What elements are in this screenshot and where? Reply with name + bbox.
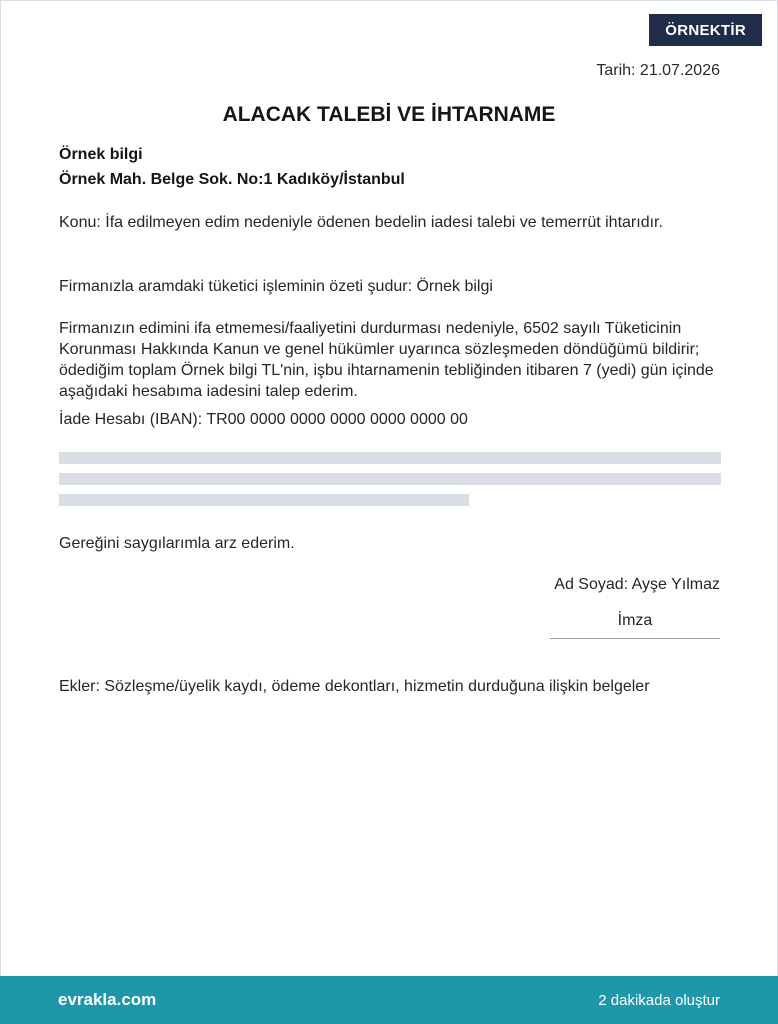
summary-paragraph: Firmanızla aramdaki tüketici işleminin özeti şudur: Örnek bilgi xyxy=(59,278,493,295)
attachments-paragraph: Ekler: Sözleşme/üyelik kaydı, ödeme dekontları, hizmetin durduğuna ilişkin belgeler xyxy=(59,678,650,695)
footer-brand-link[interactable]: evrakla.com xyxy=(58,990,157,1009)
redacted-text-line xyxy=(59,494,469,506)
signature-line xyxy=(550,638,720,639)
redacted-text-line xyxy=(59,452,721,464)
redacted-text-line xyxy=(59,473,721,485)
footer-bar xyxy=(0,976,778,1024)
signature-label: İmza xyxy=(617,612,653,629)
signer-name: Ad Soyad: Ayşe Yılmaz xyxy=(554,576,720,593)
sender-address: Örnek Mah. Belge Sok. No:1 Kadıköy/İstanbul xyxy=(59,171,405,188)
document-date: Tarih: 21.07.2026 xyxy=(596,62,720,79)
footer-cta-link[interactable]: 2 dakikada oluştur xyxy=(598,991,720,1009)
subject-paragraph: Konu: İfa edilmeyen edim nedeniyle ödenen bedelin iadesi talebi ve temerrüt ihtarıdır. xyxy=(59,214,663,231)
closing-line: Gereğini saygılarımla arz ederim. xyxy=(59,535,295,552)
sender-name: Örnek bilgi xyxy=(59,146,143,163)
sample-badge: ÖRNEKTİR xyxy=(649,14,762,46)
document-title: ALACAK TALEBİ VE İHTARNAME xyxy=(222,103,556,126)
body-paragraph: Firmanızın edimini ifa etmemesi/faaliyetini durdurması nedeniyle, 6502 sayılı Tüketicinin Korunması Hakkında Kanun ve genel hükümler uyarınca sözleşmeden döndüğümü bildirir; ödediğim toplam Örnek bilgi TL'nin, işbu ihtarnamenin tebliğinden itibaren 7 (yedi) gün içinde aşağıdaki hesabıma iadesini talep ederim. xyxy=(59,320,714,400)
iban-line: İade Hesabı (IBAN): TR00 0000 0000 0000 0000 0000 00 xyxy=(59,411,468,428)
